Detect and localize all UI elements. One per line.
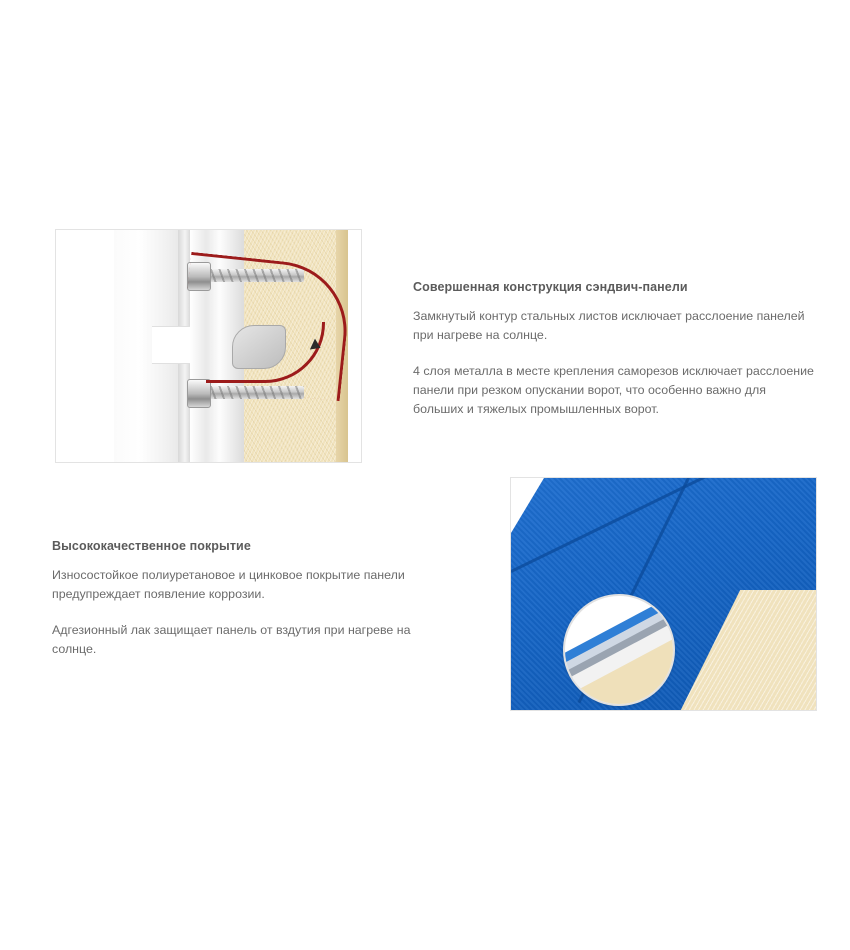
sandwich-panel-cross-section-photo — [55, 229, 362, 463]
sandwich-panel-construction-text — [413, 279, 818, 419]
cross-section-illustration — [56, 230, 361, 462]
high-quality-coating-text — [52, 538, 452, 659]
blue-panel-coating-photo — [510, 477, 817, 711]
high-quality-coating-paragraph-1: Износостойкое полиуретановое и цинковое покрытие панели предупреждает появление коррозии. — [52, 568, 405, 602]
high-quality-coating-paragraph-2: Адгезионный лак защищает панель от вздутия при нагреве на солнце. — [52, 622, 411, 656]
high-quality-coating-heading: Высококачественное покрытие — [52, 539, 251, 553]
coating-layers-magnifier — [563, 594, 675, 706]
sandwich-panel-construction-heading: Совершенная конструкция сэндвич-панели — [413, 280, 688, 294]
sandwich-panel-construction-paragraph-2: 4 слоя металла в месте крепления саморезов исключает расслоение панели при резком опускании ворот, что особенно важно для больших и тяжелых промышленных ворот. — [413, 363, 814, 417]
coating-illustration — [511, 478, 816, 710]
sandwich-panel-construction-paragraph-1: Замкнутый контур стальных листов исключает расслоение панелей при нагреве на солнце. — [413, 309, 805, 343]
